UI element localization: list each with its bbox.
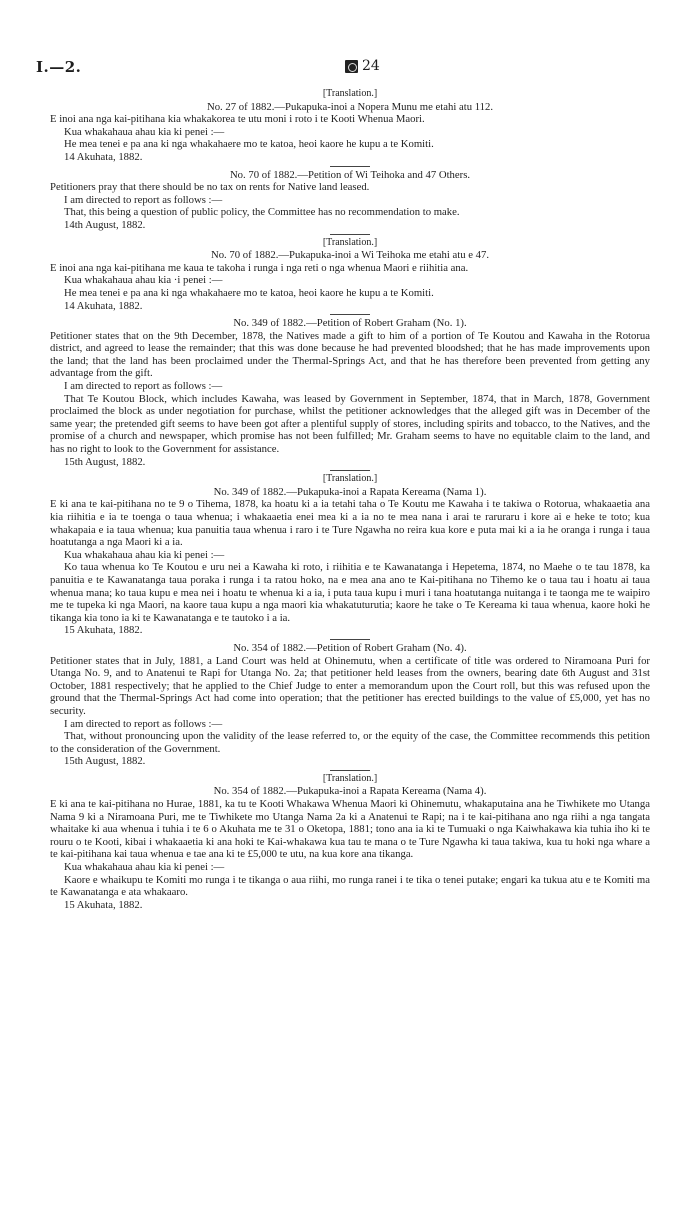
section-divider: [330, 770, 370, 771]
report-paragraph: Ko taua whenua ko Te Koutou e uru nei a Kawaha ki roto, i riihitia e te Kawanatanga i Hepetema, 1874, no Maehe o te tau 1878, ka panuitia e te Kawanatanga taua poraka i runga i ta ratou hoko, na e mea ana ano te Kai-pitihana no Tihemo ke o taua tau i hoatu ai taua whenua mana; ko taua kupu e mea nei i hoatu te whenua ki a ia, i puta taua kupu i muri i tana hoatutanga nuitanga i te taonga me te waipiro me te tupeka ki nga Maori, na kaore taua kupu a nga maori kia whakatuturutia; kaore he take o Te Kereama ki taua whenua, kaore hoki he tikanga kia tono ia ki te Kawanatanga e te tautoko i a ia.: [50, 561, 650, 624]
report-intro: Kua whakahaua ahau kia ki penei :—: [64, 125, 225, 138]
report-date: 14th August, 1882.: [64, 218, 146, 231]
paper-reference: I.—2.: [36, 58, 82, 76]
petition-title: No. 349 of 1882.—Petition of Robert Graham (No. 1).: [233, 317, 467, 330]
petition-title: No. 27 of 1882.—Pukapuka-inoi a Nopera Munu me etahi atu 112.: [206, 100, 494, 113]
petition-paragraph: Petitioner states that on the 9th December, 1878, the Natives made a gift to him of a portion of Te Koutou and Kawaha in the Rotorua district, and agreed to lease the remainder; that this was done because he had prevented bloodshed; that he has made improvements upon the land; that the land has been proclaimed under the Thermal-Springs Act, and that he has therefore been prevented from getting any advantage from the gift.: [50, 329, 650, 380]
report-paragraph: He mea tenei e pa ana ki nga whakahaere mo te katoa, heoi kaore he kupu a te Komiti.: [64, 138, 434, 151]
petition-paragraph: E inoi ana nga kai-pitihana me kaua te takoha i runga i nga reti o nga whenua Maori e riihitia ana.: [50, 261, 469, 274]
report-intro: Kua whakahaua ahau kia ·i penei :—: [64, 274, 223, 287]
translation-label: [Translation.]: [322, 236, 378, 248]
translation-label: [Translation.]: [322, 772, 378, 784]
report-date: 14 Akuhata, 1882.: [64, 299, 143, 312]
report-paragraph: That, without pronouncing upon the validity of the lease referred to, or the equity of the case, the Committee recommends this petition to the consideration of the Government.: [50, 730, 650, 755]
report-intro: I am directed to report as follows :—: [64, 380, 223, 393]
report-date: 15 Akuhata, 1882.: [64, 624, 143, 637]
petition-title: No. 354 of 1882.—Pukapuka-inoi a Rapata Kereama (Nama 4).: [213, 785, 487, 798]
report-date: 14 Akuhata, 1882.: [64, 150, 143, 163]
report-paragraph: That, this being a question of public policy, the Committee has no recommendation to make.: [64, 206, 460, 219]
page-number: 24: [362, 58, 380, 74]
petition-paragraph: E ki ana te kai-pitihana no te 9 o Tihema, 1878, ka hoatu ki a ia tetahi taha o Te Koutu me Kawaha i te takiwa o Rotorua, whakaaetia ana kia riihitia e ia te toenga o taua whenua; i whakaaetia enei mea ki a ia no te mea nana i arai te raruraru i kore ai e heke te toto; kua whakapaia e ia taua whenua; kua panuitia taua whenua i raro i te Ture Ngawha no reira kua kore e puta mai ki a ia he oranga i runga i taua hoatutanga a nga Maori ki a ia.: [50, 498, 650, 549]
report-paragraph: Kaore e whaikupu te Komiti mo runga i te tikanga o aua riihi, mo runga ranei i te tika o tenei putake; engari ka tukua atu e te Komiti ma te Kawanatanga e ata whakaaro.: [50, 873, 650, 899]
report-intro: I am directed to report as follows :—: [64, 193, 223, 206]
petition-title: No. 354 of 1882.—Petition of Robert Graham (No. 4).: [233, 641, 467, 654]
crest-icon: [345, 60, 358, 73]
report-paragraph: He mea tenei e pa ana ki nga whakahaere mo te katoa, heoi kaore he kupu a te Komiti.: [64, 286, 434, 299]
petition-paragraph: E ki ana te kai-pitihana no Hurae, 1881, ka tu te Kooti Whakawa Whenua Maori ki Ohinemutu, whakaputaina ana he Tiwhikete mo Utanga Nama 9 ki a Niramoana Puri, me te Tiwhikete mo Utanga Nama 2a ki a Anatenui te Rapi; na i te kai-pitihana ano nga riihi a nga tangata whaitake ki aua whenua i tuhia i te 6 o Akuhata me te 31 o Oketopa, 1881; tono ana ia ki te Tumuaki o nga Kaiwhakawa kia tuhia iho ki te rouru o te Kooti, kibai i whakaaetia ki ana hoki te Kai-whakawa kua tau te mana o te Ture Ngawha ki taua takiwa, kua tu hoki nga whare a te kai-pitihana kai taua whenua e tae ana ki te £5,000 te utu, na kua kore ana tikanga.: [50, 798, 650, 861]
petition-paragraph: E inoi ana nga kai-pitihana kia whakakorea te utu moni i roto i te Kooti Whenua Maori.: [50, 113, 425, 126]
petition-paragraph: Petitioner states that in July, 1881, a Land Court was held at Ohinemutu, when a certificate of title was ordered to Niramoana Puri for Utanga No. 9, and to Anatenui te Rapi for Utanga No. 2a; that petitioner held leases from the owners, bearing date 6th August and 31st October, 1881 respectively; that he applied to the Chief Judge to enter a memorandum upon the Court roll, but this was refused upon the ground that the Thermal-Springs Act had come into operation; that the petitioner has erected buildings to the value of £5,000, yet has no security.: [50, 654, 650, 717]
section-divider: [330, 314, 370, 315]
petition-title: No. 349 of 1882.—Pukapuka-inoi a Rapata Kereama (Nama 1).: [213, 485, 487, 498]
section-divider: [330, 166, 370, 167]
petition-paragraph: Petitioners pray that there should be no tax on rents for Native land leased.: [50, 181, 370, 194]
report-date: 15th August, 1882.: [64, 755, 146, 768]
translation-label: [Translation.]: [322, 473, 378, 485]
petition-title: No. 70 of 1882.—Petition of Wi Teihoka and 47 Others.: [229, 168, 471, 181]
section-divider: [330, 234, 370, 235]
report-date: 15th August, 1882.: [64, 455, 146, 468]
report-intro: Kua whakahaua ahau kia ki penei :—: [64, 548, 225, 561]
section-divider: [330, 470, 370, 471]
report-intro: Kua whakahaua ahau kia ki penei :—: [64, 861, 225, 874]
document-body: [50, 88, 650, 911]
page-header-center: [345, 58, 380, 74]
translation-label: [Translation.]: [322, 88, 378, 99]
petition-title: No. 70 of 1882.—Pukapuka-inoi a Wi Teihoka me etahi atu e 47.: [210, 249, 490, 262]
report-date: 15 Akuhata, 1882.: [64, 898, 143, 911]
section-divider: [330, 639, 370, 640]
report-intro: I am directed to report as follows :—: [64, 717, 223, 730]
report-paragraph: That Te Koutou Block, which includes Kawaha, was leased by Government in September, 1874, that in March, 1878, Government proclaimed the block as under negotiation for purchase, whilst the petitioner acknowledges that the alleged gift was in December of the same year; the pretended gift seems to have been got after a plentiful supply of stores, including spirits and tobacco, to the Natives, and the promise of a church and newspaper, which promise has not been fulfilled; Mr. Graham seems to have no equitable claim to the land, and has no right to look to the Government for assistance.: [50, 392, 650, 456]
